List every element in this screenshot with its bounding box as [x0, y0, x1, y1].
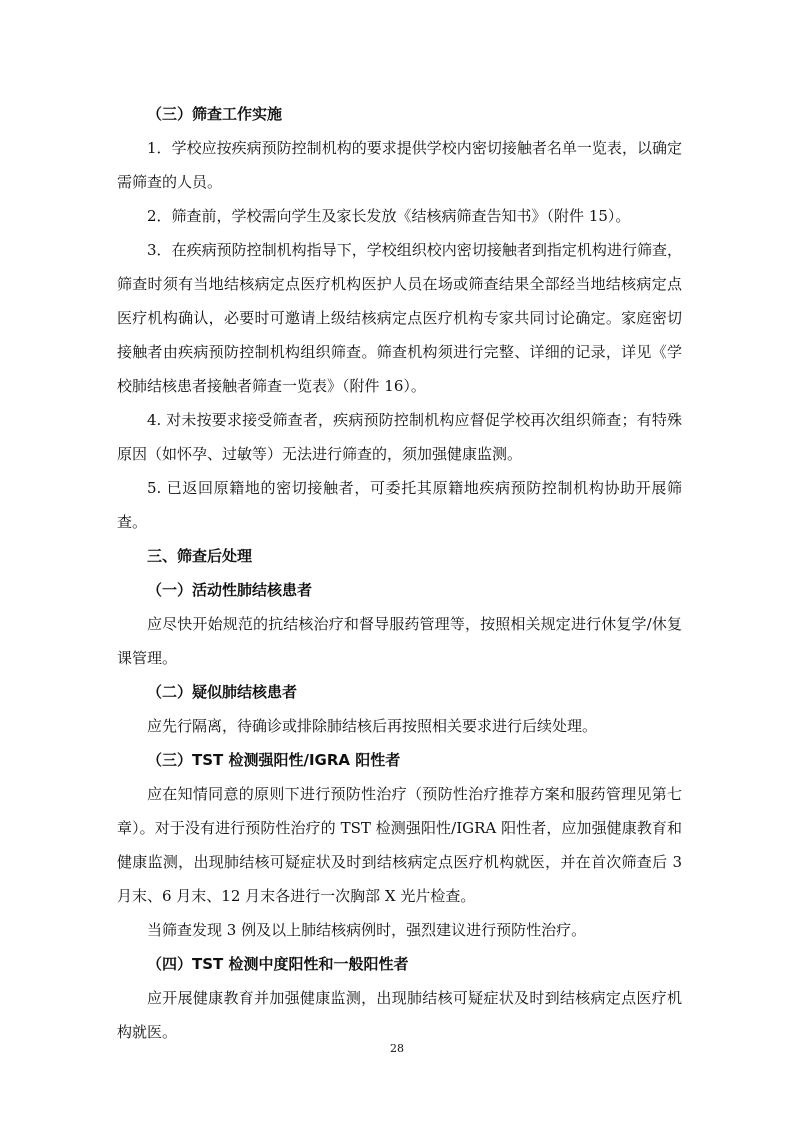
paragraph-item-1: 1．学校应按疾病预防控制机构的要求提供学校内密切接触者名单一览表，以确定需筛查的人员。	[117, 139, 682, 191]
paragraph-item-5: 5. 已返回原籍地的密切接触者，可委托其原籍地疾病预防控制机构协助开展筛查。	[117, 479, 682, 531]
paragraph-suspected-tb: 应先行隔离，待确诊或排除肺结核后再按照相关要求进行后续处理。	[147, 717, 598, 735]
subheading-moderate-positive: （四）TST 检测中度阳性和一般阳性者	[147, 955, 409, 973]
paragraph-active-tb: 应尽快开始规范的抗结核治疗和督导服药管理等，按照相关规定进行休复学/休复课管理。	[117, 615, 682, 667]
paragraph-item-4: 4. 对未按要求接受筛查者，疾病预防控制机构应督促学校再次组织筛查；有特殊原因（如怀孕、过敏等）无法进行筛查的，须加强健康监测。	[117, 411, 682, 463]
paragraph-item-2: 2．筛查前，学校需向学生及家长发放《结核病筛查告知书》（附件 15）。	[147, 207, 631, 225]
subheading-strong-positive: （三）TST 检测强阳性/IGRA 阳性者	[147, 751, 401, 769]
subheading-suspected-tb: （二）疑似肺结核患者	[147, 683, 298, 701]
paragraph-strong-positive: 应在知情同意的原则下进行预防性治疗（预防性治疗推荐方案和服药管理见第七章）。对于没有进行预防性治疗的 TST 检测强阳性/IGRA 阳性者，应加强健康教育和健康监测，出现肺结核可疑症状及时到结核病定点医疗机构就医，并在首次筛查后 3 月末、6 月末、12 月末各进行一次胸部 X 光片检查。	[117, 785, 682, 905]
section-heading-screening-implementation: （三）筛查工作实施	[147, 105, 283, 123]
paragraph-item-3: 3．在疾病预防控制机构指导下，学校组织校内密切接触者到指定机构进行筛查，筛查时须有当地结核病定点医疗机构医护人员在场或筛查结果全部经当地结核病定点医疗机构确认，必要时可邀请上级结核病定点医疗机构专家共同讨论确定。家庭密切接触者由疾病预防控制机构组织筛查。筛查机构须进行完整、详细的记录，详见《学校肺结核患者接触者筛查一览表》（附件 16）。	[117, 241, 682, 395]
page-number: 28	[390, 1042, 404, 1055]
section-heading-post-screening: 三、筛查后处理	[147, 547, 253, 565]
paragraph-moderate-positive: 应开展健康教育并加强健康监测，出现肺结核可疑症状及时到结核病定点医疗机构就医。	[117, 989, 682, 1041]
paragraph-three-cases: 当筛查发现 3 例及以上肺结核病例时，强烈建议进行预防性治疗。	[147, 921, 587, 939]
subheading-active-tb: （一）活动性肺结核患者	[147, 581, 313, 599]
